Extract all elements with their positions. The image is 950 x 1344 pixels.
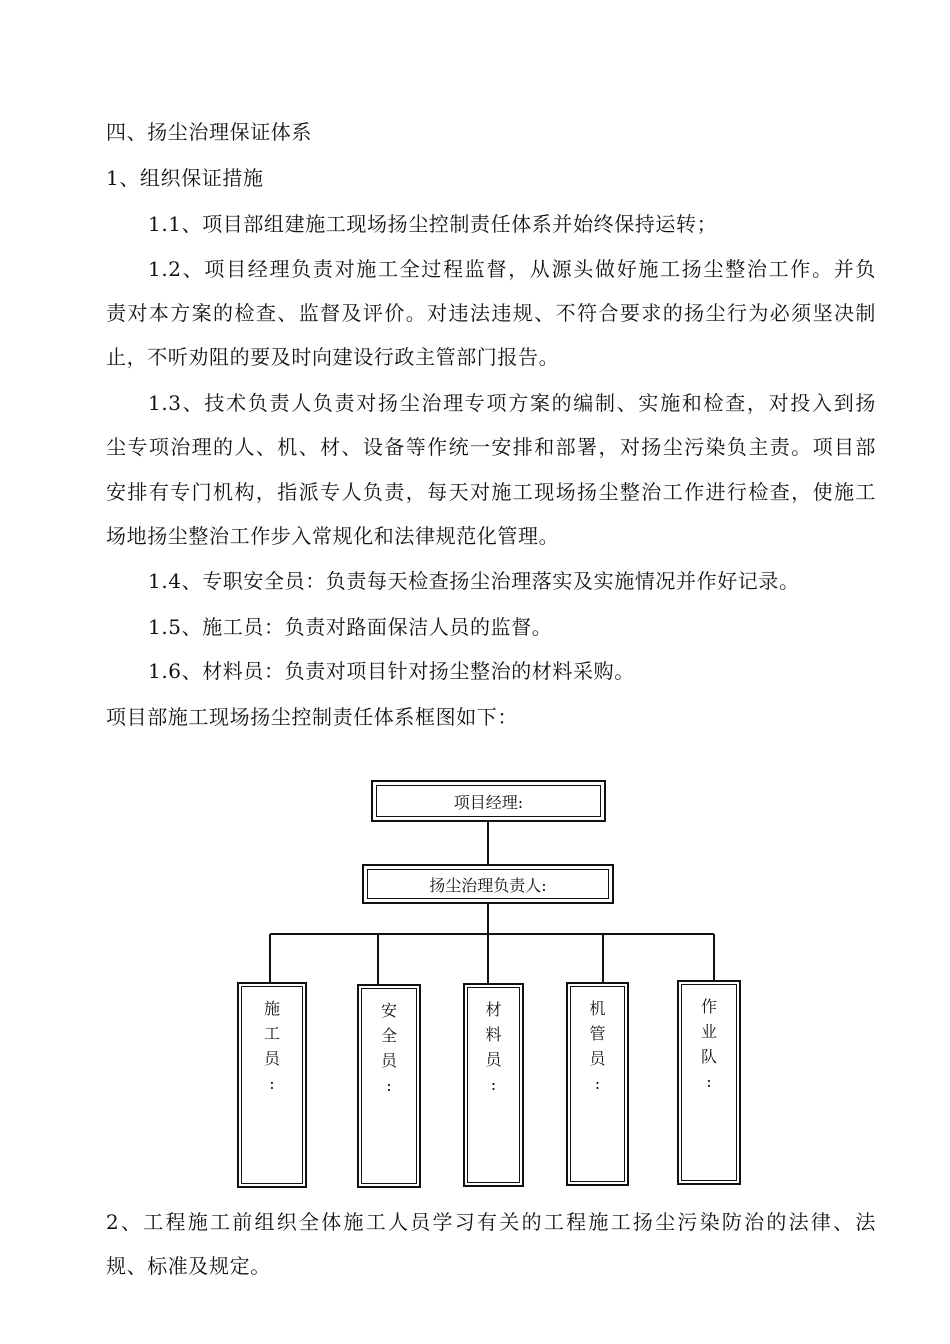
item-1-2-line-2: 责对本方案的检查、监督及评价。对违法违规、不符合要求的扬尘行为必须坚决制 bbox=[106, 301, 876, 325]
item-1-3-line-3: 安排有专门机构，指派专人负责，每天对施工现场扬尘整治工作进行检查，使施工 bbox=[106, 480, 876, 504]
org-node-char: : bbox=[269, 1074, 275, 1093]
org-node-char: 业 bbox=[700, 1022, 717, 1041]
org-node-work-team bbox=[677, 980, 741, 1185]
org-node-char: 机 bbox=[589, 999, 606, 1018]
org-node-materials-officer bbox=[463, 983, 524, 1187]
org-node-char: 材 bbox=[485, 1000, 502, 1019]
org-node-char: : bbox=[490, 1075, 497, 1094]
org-node-machinery-officer bbox=[566, 982, 629, 1186]
org-node-char: 队 bbox=[700, 1047, 717, 1066]
org-node-char: 员 bbox=[380, 1051, 397, 1070]
item-1-4: 1.4、专职安全员：负责每天检查扬尘治理落实及实施情况并作好记录。 bbox=[148, 569, 800, 593]
chart-intro: 项目部施工现场扬尘控制责任体系框图如下： bbox=[106, 705, 518, 729]
org-node-char: 料 bbox=[485, 1025, 502, 1044]
section-heading: 四、扬尘治理保证体系 bbox=[106, 120, 312, 144]
org-node-char: 全 bbox=[380, 1026, 397, 1045]
org-node-char: 作 bbox=[700, 997, 717, 1016]
item-1-5: 1.5、施工员：负责对路面保洁人员的监督。 bbox=[148, 615, 553, 639]
item-1-2-line-1: 1.2、项目经理负责对施工全过程监督，从源头做好施工扬尘整治工作。并负 bbox=[148, 257, 876, 281]
item-1-6: 1.6、材料员：负责对项目针对扬尘整治的材料采购。 bbox=[148, 659, 635, 683]
org-node-project-manager: 项目经理: bbox=[371, 780, 606, 822]
org-node-char: : bbox=[706, 1072, 712, 1091]
org-node-dust-control-lead: 扬尘治理负责人: bbox=[362, 864, 614, 904]
org-node-char: 管 bbox=[589, 1024, 606, 1043]
org-node-char: 施 bbox=[263, 999, 280, 1018]
org-node-char: 员 bbox=[263, 1049, 280, 1068]
org-node-safety-officer bbox=[357, 984, 421, 1188]
item-1-3-line-4: 场地扬尘整治工作步入常规化和法律规范化管理。 bbox=[106, 524, 560, 548]
org-node-char: 员 bbox=[485, 1050, 502, 1069]
org-node-char: 工 bbox=[263, 1024, 280, 1043]
org-node-char: : bbox=[386, 1076, 392, 1095]
org-node-char: : bbox=[594, 1074, 601, 1093]
item-2-line-2: 规、标准及规定。 bbox=[106, 1254, 271, 1278]
org-node-char: 员 bbox=[589, 1049, 606, 1068]
org-node-char: 安 bbox=[380, 1001, 397, 1020]
subsection-heading: 1、组织保证措施 bbox=[106, 166, 264, 190]
org-node-construction-worker bbox=[237, 982, 307, 1188]
item-1-2-line-3: 止，不听劝阻的要及时向建设行政主管部门报告。 bbox=[106, 345, 560, 369]
item-2-line-1: 2、工程施工前组织全体施工人员学习有关的工程施工扬尘污染防治的法律、法 bbox=[106, 1210, 876, 1234]
item-1-1: 1.1、项目部组建施工现场扬尘控制责任体系并始终保持运转； bbox=[148, 212, 718, 236]
item-1-3-line-2: 尘专项治理的人、机、材、设备等作统一安排和部署，对扬尘污染负主责。项目部 bbox=[106, 435, 876, 459]
item-1-3-line-1: 1.3、技术负责人负责对扬尘治理专项方案的编制、实施和检查，对投入到扬 bbox=[148, 391, 876, 415]
